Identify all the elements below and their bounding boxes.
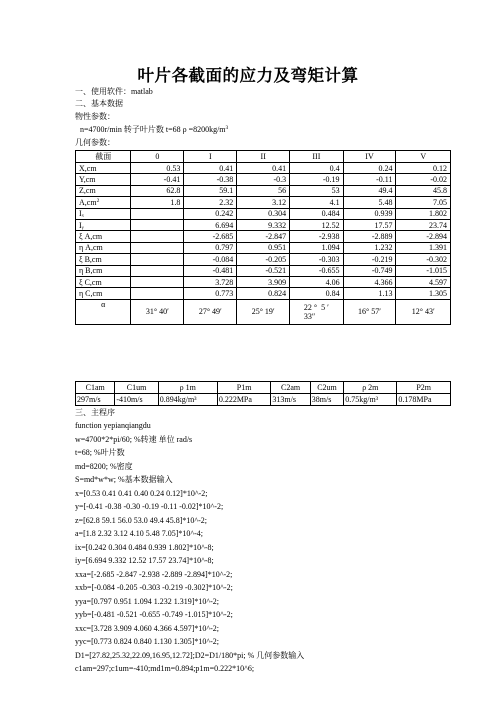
- value-cell: -2.685: [184, 231, 237, 242]
- value-cell: 0.894kg/m³: [158, 394, 217, 406]
- header-cell: 0: [131, 151, 184, 163]
- code-line: iy=[6.694 9.332 12.52 17.57 23.74]*10^-8;: [75, 556, 214, 565]
- physical-params-values: n=4700r/min 转子叶片数 t=68 $\rho =8200kg/m^3$: [80, 125, 229, 134]
- code-line: xxb=[-0.084 -0.205 -0.303 -0.219 -0.302]*10^-2;: [75, 583, 233, 592]
- code-line: z=[62.8 59.1 56.0 53.0 49.4 45.8]*10^-2;: [75, 515, 208, 525]
- value-cell: 0.773: [184, 288, 237, 299]
- header-cell: P1m: [217, 382, 271, 394]
- value-cell: 38m/s: [310, 394, 343, 406]
- alpha-cell: 12° 43′: [396, 299, 451, 324]
- geometry-params-label: 几何参数：: [75, 138, 115, 147]
- code-line: x=[0.53 0.41 0.41 0.40 0.24 0.12]*10^-2;: [75, 488, 208, 498]
- code-line: t=68; %叶片数: [75, 448, 125, 457]
- value-cell: -410m/s: [115, 394, 158, 406]
- value-cell: -0.521: [237, 265, 290, 276]
- header-cell: C2am: [271, 382, 310, 394]
- value-cell: 9.332: [237, 219, 290, 230]
- document-title: 叶片各截面的应力及弯矩计算: [137, 66, 359, 85]
- header-cell: I: [184, 151, 237, 163]
- geometry-table-header-row: [76, 151, 451, 163]
- value-cell: 0.53: [131, 163, 184, 174]
- code-line: xxa=[-2.685 -2.847 -2.938 -2.889 -2.894]*10^-2;: [75, 569, 233, 579]
- value-cell: 0.242: [184, 208, 237, 219]
- value-cell: -0.02: [396, 174, 451, 185]
- code-line: c1am=297;c1um=-410;md1m=0.894;p1m=0.222*10^6;: [75, 664, 255, 673]
- value-cell: -0.302: [396, 254, 451, 265]
- section-software: 一、使用软件：matlab: [75, 87, 153, 96]
- geometry-table: [75, 150, 451, 325]
- value-cell: [131, 288, 184, 299]
- header-cell: C2um: [310, 382, 343, 394]
- value-cell: -0.303: [290, 254, 343, 265]
- value-cell: [131, 276, 184, 287]
- flow-params-table: [75, 381, 451, 406]
- geometry-table-row: [76, 288, 451, 299]
- value-cell: -0.749: [343, 265, 396, 276]
- value-cell: -2.894: [396, 231, 451, 242]
- alpha-cell: 22 ° 5 ′ 33″: [290, 299, 343, 324]
- alpha-cell: 16° 57′: [343, 299, 396, 324]
- value-cell: 0.222MPa: [217, 394, 271, 406]
- value-cell: 0.24: [343, 163, 396, 174]
- value-cell: 3.728: [184, 276, 237, 287]
- value-cell: 62.8: [131, 185, 184, 196]
- code-line: ix=[0.242 0.304 0.484 0.939 1.802]*10^-8;: [75, 542, 214, 552]
- value-cell: 0.178MPa: [397, 394, 451, 406]
- value-cell: 1.13: [343, 288, 396, 299]
- row-label: η C,cm: [76, 288, 131, 299]
- geometry-table-row: [76, 254, 451, 265]
- row-label: X,cm: [76, 163, 131, 174]
- value-cell: 2.32: [184, 197, 237, 208]
- value-cell: 7.05: [396, 197, 451, 208]
- alpha-row: [76, 299, 451, 324]
- row-label: ξ C,cm: [76, 276, 131, 287]
- code-line: yyc=[0.773 0.824 0.840 1.130 1.305]*10^-2;: [75, 637, 220, 646]
- geometry-table-row: [76, 197, 451, 208]
- value-cell: 1.305: [396, 288, 451, 299]
- section-basic-data: 二、基本数据: [75, 99, 123, 108]
- value-cell: 1.391: [396, 242, 451, 253]
- value-cell: 0.4: [290, 163, 343, 174]
- geometry-table-row: [76, 242, 451, 253]
- value-cell: 1.232: [343, 242, 396, 253]
- flow-params-value-row: [76, 394, 451, 406]
- value-cell: 0.41: [184, 163, 237, 174]
- section-main-program: 三、主程序: [75, 408, 115, 417]
- value-cell: 4.597: [396, 276, 451, 287]
- value-cell: -0.38: [184, 174, 237, 185]
- value-cell: 0.304: [237, 208, 290, 219]
- value-cell: 3.12: [237, 197, 290, 208]
- value-cell: -0.655: [290, 265, 343, 276]
- value-cell: -0.41: [131, 174, 184, 185]
- value-cell: 0.484: [290, 208, 343, 219]
- value-cell: 4.06: [290, 276, 343, 287]
- value-cell: -0.219: [343, 254, 396, 265]
- row-label: Y,cm: [76, 174, 131, 185]
- value-cell: 313m/s: [271, 394, 310, 406]
- value-cell: 0.84: [290, 288, 343, 299]
- row-label: η B,cm: [76, 265, 131, 276]
- value-cell: 17.57: [343, 219, 396, 230]
- row-label: ξ A,cm: [76, 231, 131, 242]
- code-line: yyb=[-0.481 -0.521 -0.655 -0.749 -1.015]*10^-2;: [75, 610, 233, 619]
- value-cell: [131, 242, 184, 253]
- value-cell: 23.74: [396, 219, 451, 230]
- geometry-table-row: [76, 265, 451, 276]
- header-cell: ρ 2m: [344, 382, 397, 394]
- value-cell: 56: [237, 185, 290, 196]
- value-cell: -0.3: [237, 174, 290, 185]
- value-cell: 0.75kg/m³: [344, 394, 397, 406]
- value-cell: 12.52: [290, 219, 343, 230]
- code-line: xxc=[3.728 3.909 4.060 4.366 4.597]*10^-2;: [75, 623, 220, 633]
- value-cell: 4.1: [290, 197, 343, 208]
- value-cell: 59.1: [184, 185, 237, 196]
- value-cell: 1.8: [131, 197, 184, 208]
- value-cell: 3.909: [237, 276, 290, 287]
- row-label: $A,cm^2$: [76, 197, 131, 208]
- value-cell: -2.889: [343, 231, 396, 242]
- header-cell: III: [290, 151, 343, 163]
- row-label: Z,cm: [76, 185, 131, 196]
- geometry-table-row: [76, 276, 451, 287]
- header-cell: C1um: [115, 382, 158, 394]
- value-cell: 0.12: [396, 163, 451, 174]
- value-cell: 0.797: [184, 242, 237, 253]
- value-cell: 6.694: [184, 219, 237, 230]
- header-cell: II: [237, 151, 290, 163]
- value-cell: 0.41: [237, 163, 290, 174]
- value-cell: 297m/s: [76, 394, 115, 406]
- value-cell: 5.48: [343, 197, 396, 208]
- value-cell: -0.084: [184, 254, 237, 265]
- code-line: y=[-0.41 -0.38 -0.30 -0.19 -0.11 -0.02]*10^-2;: [75, 502, 224, 511]
- row-label: η A,cm: [76, 242, 131, 253]
- value-cell: 0.824: [237, 288, 290, 299]
- code-line: D1=[27.82,25.32,22.09,16.95,12.72];D2=D1/180*pi; % 几何参数输入: [75, 650, 305, 660]
- code-line: function yepianqiangdu: [75, 421, 151, 430]
- value-cell: [131, 231, 184, 242]
- geometry-table-row: [76, 174, 451, 185]
- value-cell: [131, 219, 184, 230]
- header-cell: C1am: [76, 382, 115, 394]
- value-cell: -2.938: [290, 231, 343, 242]
- header-cell: 截面: [76, 151, 131, 163]
- row-label: Iᵧ: [76, 219, 131, 230]
- value-cell: [131, 265, 184, 276]
- code-line: md=8200; %密度: [75, 461, 133, 471]
- flow-params-header-row: [76, 382, 451, 394]
- value-cell: 4.366: [343, 276, 396, 287]
- value-cell: -0.481: [184, 265, 237, 276]
- code-line: yya=[0.797 0.951 1.094 1.232 1.319]*10^-2;: [75, 596, 220, 606]
- value-cell: 49.4: [343, 185, 396, 196]
- header-cell: V: [396, 151, 451, 163]
- value-cell: -1.015: [396, 265, 451, 276]
- value-cell: -2.847: [237, 231, 290, 242]
- code-line: S=md*w*w; %基本数据输入: [75, 475, 173, 484]
- value-cell: 0.939: [343, 208, 396, 219]
- geometry-table-row: [76, 231, 451, 242]
- value-cell: -0.19: [290, 174, 343, 185]
- physical-params-label: 物性参数：: [75, 112, 115, 121]
- value-cell: 1.802: [396, 208, 451, 219]
- geometry-table-row: [76, 185, 451, 196]
- alpha-cell: 25° 19′: [237, 299, 290, 324]
- alpha-cell: 27° 49′: [184, 299, 237, 324]
- geometry-table-row: [76, 219, 451, 230]
- value-cell: 53: [290, 185, 343, 196]
- value-cell: 0.951: [237, 242, 290, 253]
- row-label: Iₓ: [76, 208, 131, 219]
- row-label: ξ B,cm: [76, 254, 131, 265]
- value-cell: 1.094: [290, 242, 343, 253]
- value-cell: [131, 254, 184, 265]
- code-line: w=4700*2*pi/60; %转速 单位 rad/s: [75, 434, 193, 444]
- code-line: a=[1.8 2.32 3.12 4.10 5.48 7.05]*10^-4;: [75, 529, 204, 538]
- header-cell: IV: [343, 151, 396, 163]
- geometry-table-row: [76, 163, 451, 174]
- header-cell: P2m: [397, 382, 451, 394]
- geometry-table-row: [76, 208, 451, 219]
- value-cell: [131, 208, 184, 219]
- value-cell: 45.8: [396, 185, 451, 196]
- alpha-cell: 31° 40′: [131, 299, 184, 324]
- value-cell: -0.205: [237, 254, 290, 265]
- alpha-label: α: [76, 299, 131, 324]
- value-cell: -0.11: [343, 174, 396, 185]
- header-cell: ρ 1m: [158, 382, 217, 394]
